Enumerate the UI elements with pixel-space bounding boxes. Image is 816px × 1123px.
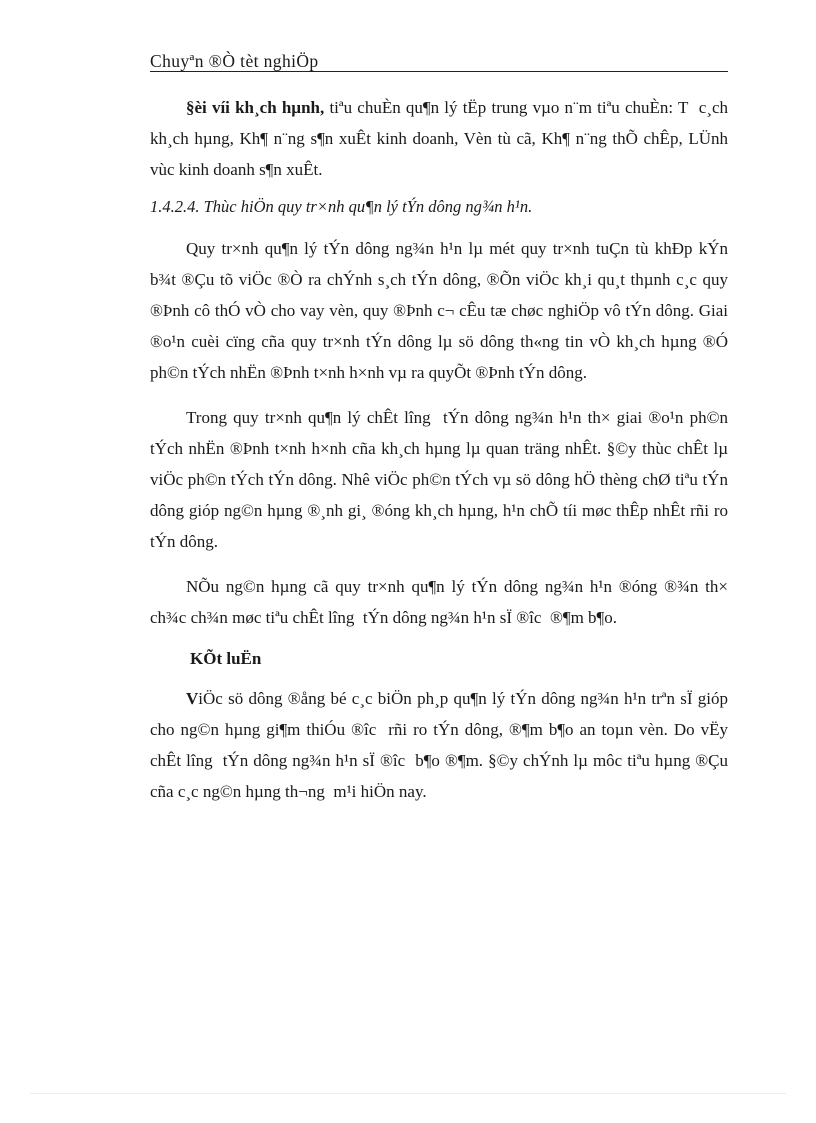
page-header: Chuyªn ®Ò tèt nghiÖp [150, 51, 319, 71]
paragraph-text: tiªu chuÈn qu¶n lý tËp trung vµo n¨m tiªu chuÈn: T c¸ch kh¸ch hµng, Kh¶ n¨ng s¶n xuÊt kinh doanh, Vèn tù cã, Kh¶ n¨ng thÕ chÊp, LÜnh vùc kinh doanh s¶n xuÊt. [150, 98, 728, 179]
header-divider [150, 71, 728, 72]
paragraph-conclusion [150, 683, 728, 807]
page-bottom-edge [30, 1093, 786, 1094]
paragraph-text: iÖc sö dông ®ång bé c¸c biÖn ph¸p qu¶n lý tÝn dông ng¾n h¹n trªn sÏ gióp cho ng©n hµng gi¶m thiÓu ®îc rñi ro tÝn dông, ®¶m b¶o an toµn vèn. Do vËy chÊt lîng tÝn dông ng¾n h¹n sÏ ®îc b¶o ®¶m. §©y chÝnh lµ môc tiªu hµng ®Çu cña c¸c ng©n hµng th¬ng m¹i hiÖn nay. [150, 689, 728, 801]
paragraph-customer-criteria [150, 92, 728, 185]
paragraph-analysis: Trong quy tr×nh qu¶n lý chÊt lîng tÝn dông ng¾n h¹n th× giai ®o¹n ph©n tÝch nhËn ®Þnh t×nh h×nh cña kh¸ch hµng lµ quan träng nhÊt. §©y thùc chÊt lµ viÖc ph©n tÝch tÝn dông. Nhê viÖc ph©n tÝch vµ sö dông hÖ thèng chØ tiªu tÝn dông gióp ng©n hµng ®¸nh gi¸ ®óng kh¸ch hµng, h¹n chÕ tíi møc thÊp nhÊt rñi ro tÝn dông. [150, 408, 728, 551]
bold-lead: §èi víi kh¸ch hµnh, [186, 98, 325, 117]
bold-initial: V [186, 689, 199, 708]
paragraph-quality: NÕu ng©n hµng cã quy tr×nh qu¶n lý tÝn dông ng¾n h¹n ®óng ®¾n th× ch¾c ch¾n møc tiªu chÊt lîng tÝn dông ng¾n h¹n sÏ ®îc ®¶m b¶o. [150, 577, 728, 627]
paragraph-process: Quy tr×nh qu¶n lý tÝn dông ng¾n h¹n lµ mét quy tr×nh tuÇn tù khÐp kÝn b¾t ®Çu tõ viÖc ®Ò ra chÝnh s¸ch tÝn dông, ®Õn viÖc kh¸i qu¸t thµnh c¸c quy ®Þnh cô thÓ vÒ cho vay vèn, quy ®Þnh c¬ cÊu tæ chøc nghiÖp vô tÝn dông. Giai ®o¹n cuèi cïng cña quy tr×nh tÝn dông lµ sö dông th«ng tin vÒ kh¸ch hµng ®Ó ph©n tÝch nhËn ®Þnh t×nh h×nh vµ ra quyÕt ®Þnh tÝn dông. [150, 239, 728, 382]
document-body [150, 92, 728, 821]
section-subheading: 1.4.2.4. Thùc hiÖn quy tr×nh qu¶n lý tÝn dông ng¾n h¹n. [150, 197, 533, 216]
conclusion-heading: KÕt luËn [190, 649, 262, 668]
